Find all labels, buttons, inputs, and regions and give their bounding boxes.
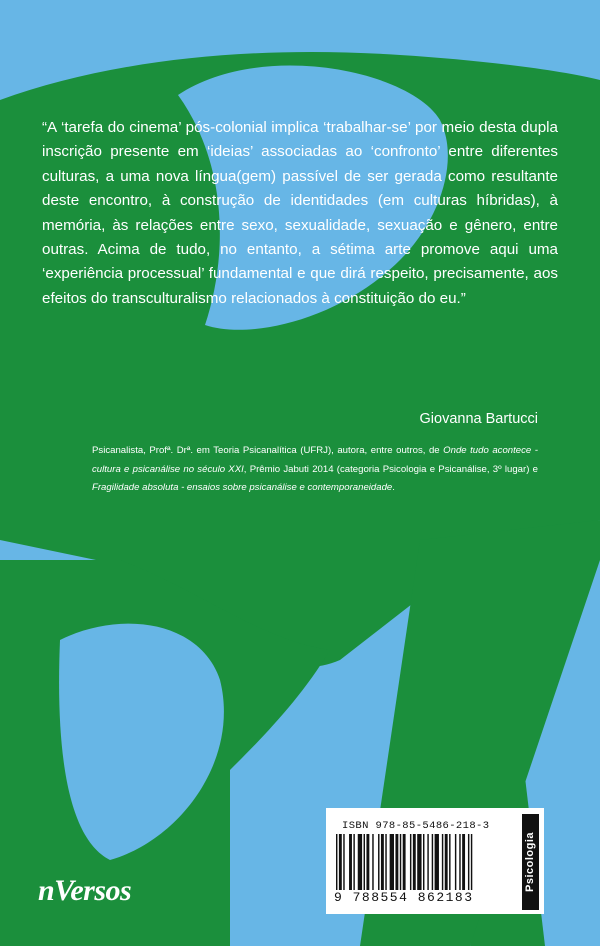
barcode-bar (378, 834, 379, 890)
barcode-bar (462, 834, 465, 890)
barcode-bar (385, 834, 386, 890)
barcode-bar (410, 834, 411, 890)
barcode-bar (423, 834, 424, 890)
barcode-bar (459, 834, 460, 890)
barcode-bar (445, 834, 448, 890)
barcode-bar (432, 834, 433, 890)
author-bio (92, 442, 538, 498)
barcode-bar (471, 834, 472, 890)
barcode-digits: 9 788554 862183 (334, 890, 474, 905)
barcode-bar (449, 834, 450, 890)
barcode-bar (442, 834, 443, 890)
barcode-bar (343, 834, 344, 890)
barcode-bar (427, 834, 428, 890)
bio-text: , Prêmio Jabuti 2014 (categoria Psicologia e Psicanálise, 3º lugar) e (243, 463, 538, 475)
barcode-bar (413, 834, 416, 890)
barcode-bar (468, 834, 469, 890)
barcode-bar (435, 834, 439, 890)
barcode-bar (455, 834, 456, 890)
barcode-bar (358, 834, 362, 890)
barcode-bar (339, 834, 342, 890)
category-label (522, 814, 539, 910)
publisher-logo: nVersos (38, 874, 132, 907)
barcode-bar (336, 834, 337, 890)
bio-book-title: Onde tudo acontece - cultura e psicanálise no século XXI (92, 445, 538, 475)
isbn-barcode-box (326, 808, 544, 914)
barcode-bar (364, 834, 365, 890)
barcode-bar (400, 834, 401, 890)
barcode-bar (390, 834, 394, 890)
barcode-bar (349, 834, 352, 890)
isbn-label: ISBN 978-85-5486-218-3 (342, 820, 490, 832)
back-cover-quote: “A ‘tarefa do cinema’ pós-colonial implica ‘trabalhar-se’ por meio desta dupla inscrição presente em ‘ideias’ associadas ao ‘confronto’ entre diferentes culturas, a uma nova língua(gem) passível de ser gerada como resultante deste encontro, à construção de identidades (em culturas híbridas), à memória, às relações entre sexo, sexualidade, sexuação e gênero, entre outras. Acima de tudo, no entanto, a sétima arte promove aqui uma ‘experiência processual’ fundamental e que dirá respeito, precisamente, aos efeitos do transculturalismo relacionados à constituição do eu.” (42, 119, 558, 307)
barcode-bar (395, 834, 398, 890)
barcode-bar (366, 834, 369, 890)
barcode-bar (381, 834, 384, 890)
barcode-bars (336, 834, 520, 890)
barcode-bar (353, 834, 354, 890)
bio-text: . (392, 482, 395, 493)
barcode-bar (403, 834, 406, 890)
category-label-text: Psicologia (524, 831, 537, 893)
barcode-bar (372, 834, 373, 890)
bio-text: Psicanalista, Profª. Drª. em Teoria Psicanalítica (UFRJ), autora, entre outros, de (92, 445, 444, 456)
bio-book-title: Fragilidade absoluta - ensaios sobre psicanálise e contemporaneidade (92, 482, 393, 493)
quote-author: Giovanna Bartucci (419, 411, 538, 427)
barcode-bar (417, 834, 421, 890)
